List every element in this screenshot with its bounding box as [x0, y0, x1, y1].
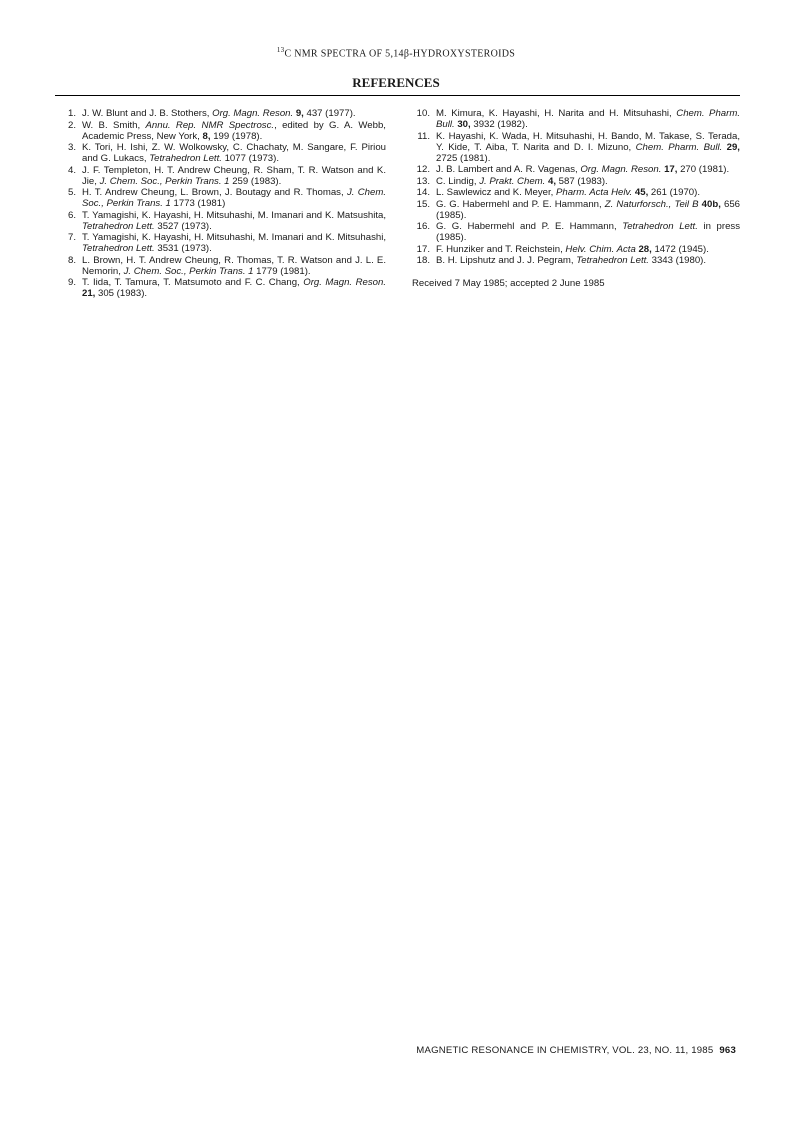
reference-segment: 259 (1983). — [229, 175, 282, 187]
journal-title: Tetrahedron Lett. — [576, 255, 649, 266]
journal-title: Tetrahedron Lett. — [82, 243, 155, 254]
reference-item — [58, 142, 386, 164]
reference-text — [436, 244, 709, 255]
reference-number: 18. — [416, 255, 430, 266]
reference-item — [412, 255, 740, 266]
reference-segment: 3531 (1973). — [154, 243, 212, 254]
reference-segment: B. H. Lipshutz and J. J. Pegram, — [436, 255, 577, 266]
journal-citation: MAGNETIC RESONANCE IN CHEMISTRY, VOL. 23, NO. 11, 1985 — [416, 1045, 714, 1056]
reference-segment: in press (1985). — [436, 221, 741, 243]
volume-number: 45, — [632, 187, 649, 198]
reference-segment: K. Tori, H. Ishi, Z. W. Wolkowsky, C. Chachaty, M. Sangare, F. Piriou and G. Lukacs, — [82, 142, 386, 164]
reference-segment: 1077 (1973). — [221, 153, 279, 164]
reference-segment: 3932 (1982). — [470, 119, 528, 130]
volume-number: 8, — [202, 130, 211, 142]
volume-number: 17, — [661, 164, 678, 175]
reference-segment: 2725 (1981). — [436, 152, 491, 164]
reference-item — [412, 131, 740, 164]
reference-number: 10. — [416, 108, 430, 119]
journal-title: Tetrahedron Lett. — [82, 220, 155, 232]
reference-number: 3. — [67, 142, 76, 153]
reference-text — [436, 131, 740, 164]
reference-text — [82, 120, 386, 142]
reference-item — [58, 277, 386, 299]
reference-segment: 656 (1985). — [436, 198, 740, 221]
header-rule — [55, 95, 740, 96]
reference-segment: G. G. Habermehl and P. E. Hammann, — [436, 198, 605, 210]
reference-text — [436, 221, 740, 243]
reference-number: 2. — [67, 119, 76, 131]
reference-segment: T. Iida, T. Tamura, T. Matsumoto and F. C. Chang, — [82, 277, 304, 288]
journal-title: Chem. Pharm. Bull. — [436, 108, 740, 130]
volume-number: 40b, — [698, 198, 721, 210]
journal-title: J. Chem. Soc., Perkin Trans. 1 — [99, 175, 230, 187]
reference-item — [412, 164, 740, 175]
reference-number: 11. — [417, 130, 430, 142]
reference-text — [436, 176, 608, 187]
reference-number: 13. — [416, 175, 430, 187]
reference-text — [82, 165, 386, 187]
reference-segment: 587 (1983). — [555, 175, 608, 187]
reference-item — [58, 210, 386, 232]
reference-number: 15. — [416, 198, 430, 210]
reference-item — [58, 165, 386, 187]
reference-text — [82, 210, 386, 232]
reference-item — [412, 187, 740, 198]
reference-segment: 270 (1981). — [677, 164, 730, 175]
running-head-superscript: 13 — [276, 46, 285, 54]
reference-segment: 1472 (1945). — [651, 243, 709, 255]
reference-text — [82, 142, 386, 164]
reference-item — [58, 187, 386, 209]
reference-text — [436, 255, 706, 266]
references-list-right — [412, 108, 740, 266]
reference-text — [436, 164, 729, 175]
journal-title: Helv. Chim. Acta — [565, 243, 636, 255]
reference-item — [412, 244, 740, 255]
reference-segment: K. Hayashi, K. Wada, H. Mitsuhashi, H. Bando, M. Takase, S. Terada, Y. Kide, T. Aiba, T. Narita and D. I. Mizuno, — [436, 130, 740, 153]
volume-number: 30, — [454, 119, 471, 130]
reference-segment: L. Sawlewicz and K. Meyer, — [436, 187, 556, 198]
reference-item — [412, 199, 740, 221]
reference-text — [436, 108, 740, 130]
reference-number: 1. — [67, 108, 76, 119]
reference-segment: 1773 (1981) — [170, 198, 226, 209]
volume-number: 21, — [82, 288, 96, 299]
reference-segment: G. G. Habermehl and P. E. Hammann, — [436, 221, 623, 232]
reference-number: 14. — [416, 187, 430, 198]
reference-number: 7. — [67, 232, 76, 243]
journal-title: Org. Magn. Reson. — [580, 164, 662, 175]
reference-segment: L. Brown, H. T. Andrew Cheung, R. Thomas, T. R. Watson and J. L. E. Nemorin, — [82, 254, 386, 277]
page-footer — [416, 1045, 736, 1056]
journal-title: J. Chem. Soc., Perkin Trans. 1 — [123, 265, 254, 277]
reference-segment: F. Hunziker and T. Reichstein, — [436, 243, 566, 255]
reference-text — [436, 187, 700, 198]
received-note: Received 7 May 1985; accepted 2 June 1985 — [412, 278, 605, 289]
reference-number: 9. — [67, 277, 76, 288]
reference-item — [412, 221, 740, 243]
reference-segment: H. T. Andrew Cheung, L. Brown, J. Boutagy and R. Thomas, — [82, 187, 347, 198]
reference-item — [412, 108, 740, 130]
journal-title: Tetrahedron Lett. — [149, 153, 222, 164]
volume-number: 4, — [545, 175, 556, 187]
reference-text — [82, 187, 386, 209]
section-title: REFERENCES — [352, 75, 440, 90]
running-head-text: C NMR SPECTRA OF 5,14β-HYDROXYSTEROIDS — [284, 48, 516, 60]
reference-number: 16. — [416, 221, 430, 232]
references-column-left — [58, 108, 386, 300]
running-head — [0, 46, 792, 59]
reference-number: 4. — [67, 164, 76, 176]
reference-item — [58, 108, 386, 119]
references-column-right — [412, 108, 740, 289]
journal-title: Pharm. Acta Helv. — [555, 187, 633, 198]
reference-segment: , edited by G. A. Webb, Academic Press, New York, — [82, 119, 386, 142]
reference-text — [82, 108, 356, 119]
journal-title: J. Chem. Soc., Perkin Trans. 1 — [82, 187, 386, 209]
reference-segment: 3527 (1973). — [154, 220, 212, 232]
reference-segment: 261 (1970). — [648, 187, 700, 198]
reference-segment: W. B. Smith, — [82, 119, 146, 131]
reference-segment: 305 (1983). — [95, 288, 148, 299]
journal-title: Org. Magn. Reson. — [212, 108, 294, 119]
reference-segment: 437 (1977). — [303, 108, 356, 119]
journal-title: Z. Naturforsch., Teil B — [604, 198, 699, 210]
reference-number: 6. — [67, 209, 76, 221]
journal-title: Tetrahedron Lett. — [622, 221, 698, 232]
reference-item — [58, 232, 386, 254]
reference-text — [82, 232, 386, 254]
reference-number: 17. — [416, 243, 430, 255]
reference-item — [58, 120, 386, 142]
reference-segment: J. B. Lambert and A. R. Vagenas, — [436, 164, 581, 175]
reference-segment: T. Yamagishi, K. Hayashi, H. Mitsuhashi, M. Imanari and K. Matsushita, — [82, 209, 386, 221]
reference-number: 12. — [416, 164, 430, 175]
journal-title: Annu. Rep. NMR Spectrosc. — [145, 119, 275, 131]
reference-text — [82, 255, 386, 277]
reference-segment: J. W. Blunt and J. B. Stothers, — [82, 108, 213, 119]
reference-segment: 3343 (1980). — [648, 255, 707, 266]
reference-text — [436, 199, 740, 221]
journal-title: J. Prakt. Chem. — [479, 175, 546, 187]
journal-title: Chem. Pharm. Bull. — [635, 141, 723, 153]
volume-number: 29, — [722, 141, 740, 153]
reference-segment: J. F. Templeton, H. T. Andrew Cheung, R. Sham, T. R. Watson and K. Jie, — [82, 164, 386, 187]
reference-segment: T. Yamagishi, K. Hayashi, H. Mitsuhashi, M. Imanari and K. Mitsuhashi, — [82, 232, 386, 243]
reference-text — [82, 277, 386, 299]
reference-item — [412, 176, 740, 187]
reference-segment: C. Lindig, — [436, 175, 480, 187]
page-number: 963 — [719, 1045, 736, 1056]
reference-segment: 199 (1978). — [210, 130, 263, 142]
reference-number: 8. — [67, 254, 76, 266]
reference-number: 5. — [67, 187, 76, 198]
reference-segment: 1779 (1981). — [253, 265, 311, 277]
volume-number: 9, — [293, 108, 304, 119]
journal-title: Org. Magn. Reson. — [303, 277, 386, 288]
volume-number: 28, — [635, 243, 652, 255]
reference-segment: M. Kimura, K. Hayashi, H. Narita and H. Mitsuhashi, — [436, 108, 677, 119]
reference-item — [58, 255, 386, 277]
